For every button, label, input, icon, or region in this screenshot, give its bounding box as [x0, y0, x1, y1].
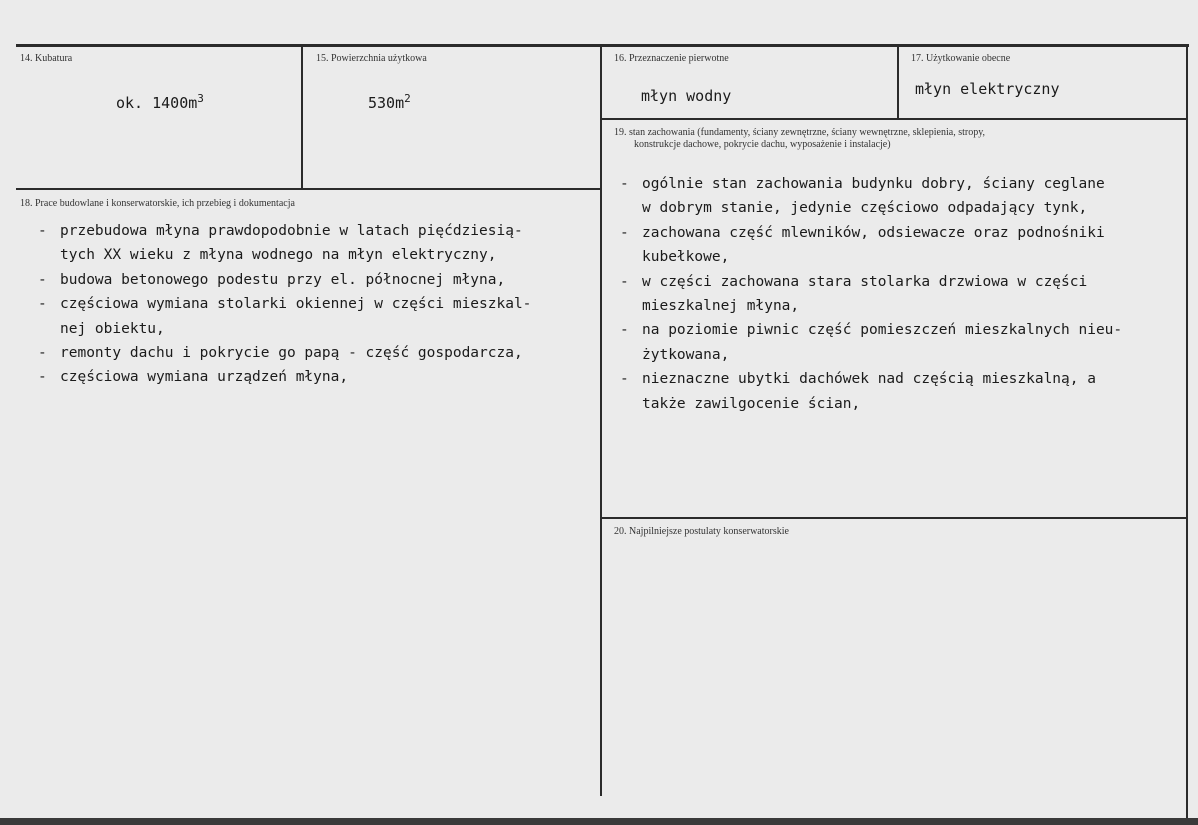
divider-16-17 [897, 46, 899, 118]
list-text: ogólnie stan zachowania budynku dobry, ściany ceglane [642, 176, 1105, 192]
list-item [38, 341, 531, 365]
volume-unit-exponent: 3 [197, 92, 204, 105]
list-text: także zawilgocenie ścian, [642, 395, 861, 412]
list-text: tych XX wieku z młyna wodnego na młyn elektryczny, [60, 247, 497, 264]
list-item [620, 318, 1122, 342]
list-dash [620, 392, 642, 416]
list-text: na poziomie piwnic część pomieszczeń mieszkalnych nieu- [642, 322, 1123, 339]
list-item [38, 365, 531, 389]
field-19-list [620, 172, 1122, 416]
list-item [620, 172, 1122, 196]
list-item [38, 219, 531, 243]
area-text: 530m [368, 94, 405, 112]
list-text: budowa betonowego podestu przy el. północnej młyna, [60, 271, 506, 288]
list-dash: - [38, 345, 47, 362]
field-14-label: 14. Kubatura [20, 53, 73, 64]
list-item [620, 245, 1122, 269]
volume-text: ok. 1400m [116, 94, 198, 112]
list-text: w dobrym stanie, jedynie częściowo odpadający tynk, [642, 200, 1088, 217]
list-item [38, 268, 531, 292]
rule-above-20 [600, 517, 1188, 519]
list-dash: - [620, 176, 629, 192]
list-text: częściowa wymiana urządzeń młyna, [60, 369, 349, 386]
list-dash: - [620, 371, 629, 388]
list-dash: - [620, 224, 629, 241]
list-text: kubełkowe, [642, 249, 730, 266]
rule-under-16-17 [600, 118, 1188, 120]
list-dash: - [38, 296, 47, 313]
center-divider [600, 46, 602, 796]
field-19-label-line2: konstrukcje dachowe, pokrycie dachu, wyposażenie i instalacje) [634, 139, 891, 150]
list-item [620, 196, 1122, 220]
field-14-value [116, 92, 204, 112]
list-dash: - [620, 322, 629, 339]
list-item [38, 317, 531, 341]
field-17-label: 17. Użytkowanie obecne [911, 53, 1011, 64]
list-dash [620, 196, 642, 220]
field-20-label: 20. Najpilniejsze postulaty konserwatorskie [614, 526, 789, 537]
list-item [620, 343, 1122, 367]
field-16-value: młyn wodny [641, 87, 732, 105]
field-15-value [368, 92, 411, 112]
list-item [620, 270, 1122, 294]
list-text: nej obiektu, [60, 320, 165, 337]
field-18-label: 18. Prace budowlane i konserwatorskie, ich przebieg i dokumentacja [20, 198, 295, 209]
list-item [38, 243, 531, 267]
right-border [1186, 46, 1188, 818]
list-item [620, 294, 1122, 318]
field-19-label-line1: 19. stan zachowania (fundamenty, ściany zewnętrzne, ściany wewnętrzne, sklepienia, stropy, [614, 127, 986, 138]
list-dash: - [38, 271, 47, 288]
list-dash: - [38, 223, 47, 239]
list-text: żytkowana, [642, 346, 730, 363]
list-item [620, 221, 1122, 245]
list-text: remonty dachu i pokrycie go papą - część gospodarcza, [60, 345, 523, 362]
list-text: w części zachowana stara stolarka drzwiowa w części [642, 273, 1088, 290]
list-item [620, 392, 1122, 416]
list-dash: - [620, 273, 629, 290]
list-text: przebudowa młyna prawdopodobnie w latach pięćdziesią- [60, 223, 523, 239]
list-dash [38, 243, 60, 267]
list-text: nieznaczne ubytki dachówek nad częścią mieszkalną, a [642, 371, 1096, 388]
list-text: zachowana część mlewników, odsiewacze oraz podnośniki [642, 224, 1105, 241]
list-text: częściowa wymiana stolarki okiennej w części mieszkal- [60, 296, 532, 313]
list-item [38, 292, 531, 316]
list-dash [620, 245, 642, 269]
field-15-label: 15. Powierzchnia użytkowa [316, 53, 427, 64]
list-item [620, 367, 1122, 391]
top-rule [16, 44, 1189, 47]
area-unit-exponent: 2 [404, 92, 411, 105]
list-dash [38, 317, 60, 341]
list-dash [620, 343, 642, 367]
list-dash [620, 294, 642, 318]
field-18-list [38, 219, 531, 390]
field-17-value: młyn elektryczny [915, 80, 1060, 98]
list-dash: - [38, 369, 47, 386]
rule-under-14-15 [16, 188, 602, 190]
divider-14-15 [301, 46, 303, 189]
list-text: mieszkalnej młyna, [642, 298, 800, 315]
field-16-label: 16. Przeznaczenie pierwotne [614, 53, 729, 64]
scan-bottom-edge [0, 818, 1198, 825]
